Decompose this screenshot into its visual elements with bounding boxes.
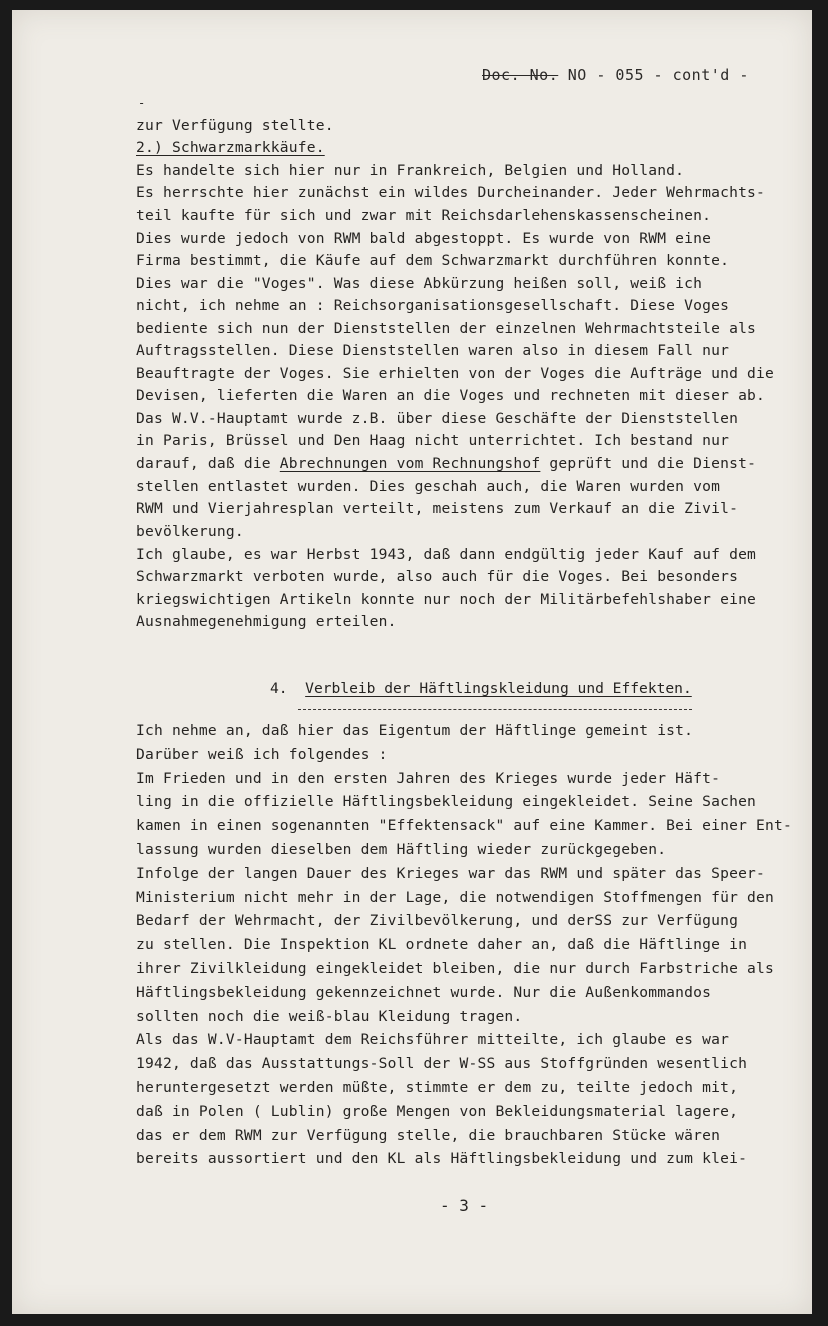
text-line: Ich glaube, es war Herbst 1943, daß dann endgültig jeder Kauf auf dem	[136, 546, 757, 563]
text-line: Beauftragte der Voges. Sie erhielten von der Voges die Aufträge und die	[136, 365, 775, 382]
text-line: Ministerium nicht mehr in der Lage, die notwendigen Stoffmengen für den	[136, 889, 775, 906]
text-line: Als das W.V-Hauptamt dem Reichsführer mitteilte, ich glaube es war	[136, 1031, 730, 1048]
text-line: Devisen, lieferten die Waren an die Voges und rechneten mit dieser ab.	[136, 387, 766, 404]
text-line: RWM und Vierjahresplan verteilt, meistens zum Verkauf an die Zivil-	[136, 500, 739, 517]
text-line: bevölkerung.	[136, 523, 244, 540]
text-line: in Paris, Brüssel und Den Haag nicht unterrichtet. Ich bestand nur	[136, 432, 730, 449]
text-line: Schwarzmarkt verboten wurde, also auch für die Voges. Bei besonders	[136, 568, 739, 585]
section-rule	[298, 709, 692, 710]
text-line: darauf, daß die Abrechnungen vom Rechnungshof geprüft und die Dienst-	[136, 455, 757, 472]
text-line: 2.) Schwarzmarkkäufe.	[136, 139, 325, 156]
text-line: Bedarf der Wehrmacht, der Zivilbevölkerung, und derSS zur Verfügung	[136, 912, 739, 929]
text-line: Firma bestimmt, die Käufe auf dem Schwarzmarkt durchführen konnte.	[136, 252, 730, 269]
text-line: kriegswichtigen Artikeln konnte nur noch der Militärbefehlshaber eine	[136, 591, 757, 608]
text-line: 1942, daß das Ausstattungs-Soll der W-SS aus Stoffgründen wesentlich	[136, 1055, 748, 1072]
text-line: Häftlingsbekleidung gekennzeichnet wurde. Nur die Außenkommandos	[136, 984, 712, 1001]
text-line: ling in die offizielle Häftlingsbekleidung eingekleidet. Seine Sachen	[136, 793, 757, 810]
text-line: nicht, ich nehme an : Reichsorganisationsgesellschaft. Diese Voges	[136, 297, 730, 314]
text-line: Es handelte sich hier nur in Frankreich, Belgien und Holland.	[136, 162, 685, 179]
text-line: das er dem RWM zur Verfügung stelle, die brauchbaren Stücke wären	[136, 1127, 721, 1144]
text-line: sollten noch die weiß-blau Kleidung tragen.	[136, 1008, 523, 1025]
page-number: - 3 -	[440, 1196, 489, 1215]
text-line: lassung wurden dieselben dem Häftling wieder zurückgegeben.	[136, 841, 667, 858]
text-line: stellen entlastet wurden. Dies geschah auch, die Waren wurden vom	[136, 478, 721, 495]
text-line: Ich nehme an, daß hier das Eigentum der Häftlinge gemeint ist.	[136, 722, 694, 739]
text-line: teil kaufte für sich und zwar mit Reichsdarlehenskassenscheinen.	[136, 207, 712, 224]
text-line: kamen in einen sogenannten "Effektensack" auf eine Kammer. Bei einer Ent-	[136, 817, 792, 834]
text-line: Im Frieden und in den ersten Jahren des Krieges wurde jeder Häft-	[136, 770, 721, 787]
text-line: zu stellen. Die Inspektion KL ordnete daher an, daß die Häftlinge in	[136, 936, 748, 953]
text-line: ihrer Zivilkleidung eingekleidet bleiben, die nur durch Farbstriche als	[136, 960, 775, 977]
text-line: Dies wurde jedoch von RWM bald abgestoppt. Es wurde von RWM eine	[136, 230, 712, 247]
text-line: Auftragsstellen. Diese Dienststellen waren also in diesem Fall nur	[136, 342, 730, 359]
text-line: Infolge der langen Dauer des Krieges war das RWM und später das Speer-	[136, 865, 766, 882]
text-line: heruntergesetzt werden müßte, stimmte er dem zu, teilte jedoch mit,	[136, 1079, 739, 1096]
text-line: bereits aussortiert und den KL als Häftlingsbekleidung und zum klei-	[136, 1150, 748, 1167]
section-4-heading: 4. Verbleib der Häftlingskleidung und Effekten.	[270, 680, 692, 697]
text-line: Darüber weiß ich folgendes :	[136, 746, 388, 763]
text-line: Dies war die "Voges". Was diese Abkürzung heißen soll, weiß ich	[136, 275, 703, 292]
text-line: Es herrschte hier zunächst ein wildes Durcheinander. Jeder Wehrmachts-	[136, 184, 766, 201]
document-number: Doc. No. NO - 055 - cont'd -	[482, 66, 749, 84]
text-line: Ausnahmegenehmigung erteilen.	[136, 613, 397, 630]
margin-mark: -	[138, 96, 146, 110]
text-line: zur Verfügung stellte.	[136, 117, 334, 134]
text-line: daß in Polen ( Lublin) große Mengen von Bekleidungsmaterial lagere,	[136, 1103, 739, 1120]
text-line: Das W.V.-Hauptamt wurde z.B. über diese Geschäfte der Dienststellen	[136, 410, 739, 427]
text-line: bediente sich nun der Dienststellen der einzelnen Wehrmachtsteile als	[136, 320, 757, 337]
